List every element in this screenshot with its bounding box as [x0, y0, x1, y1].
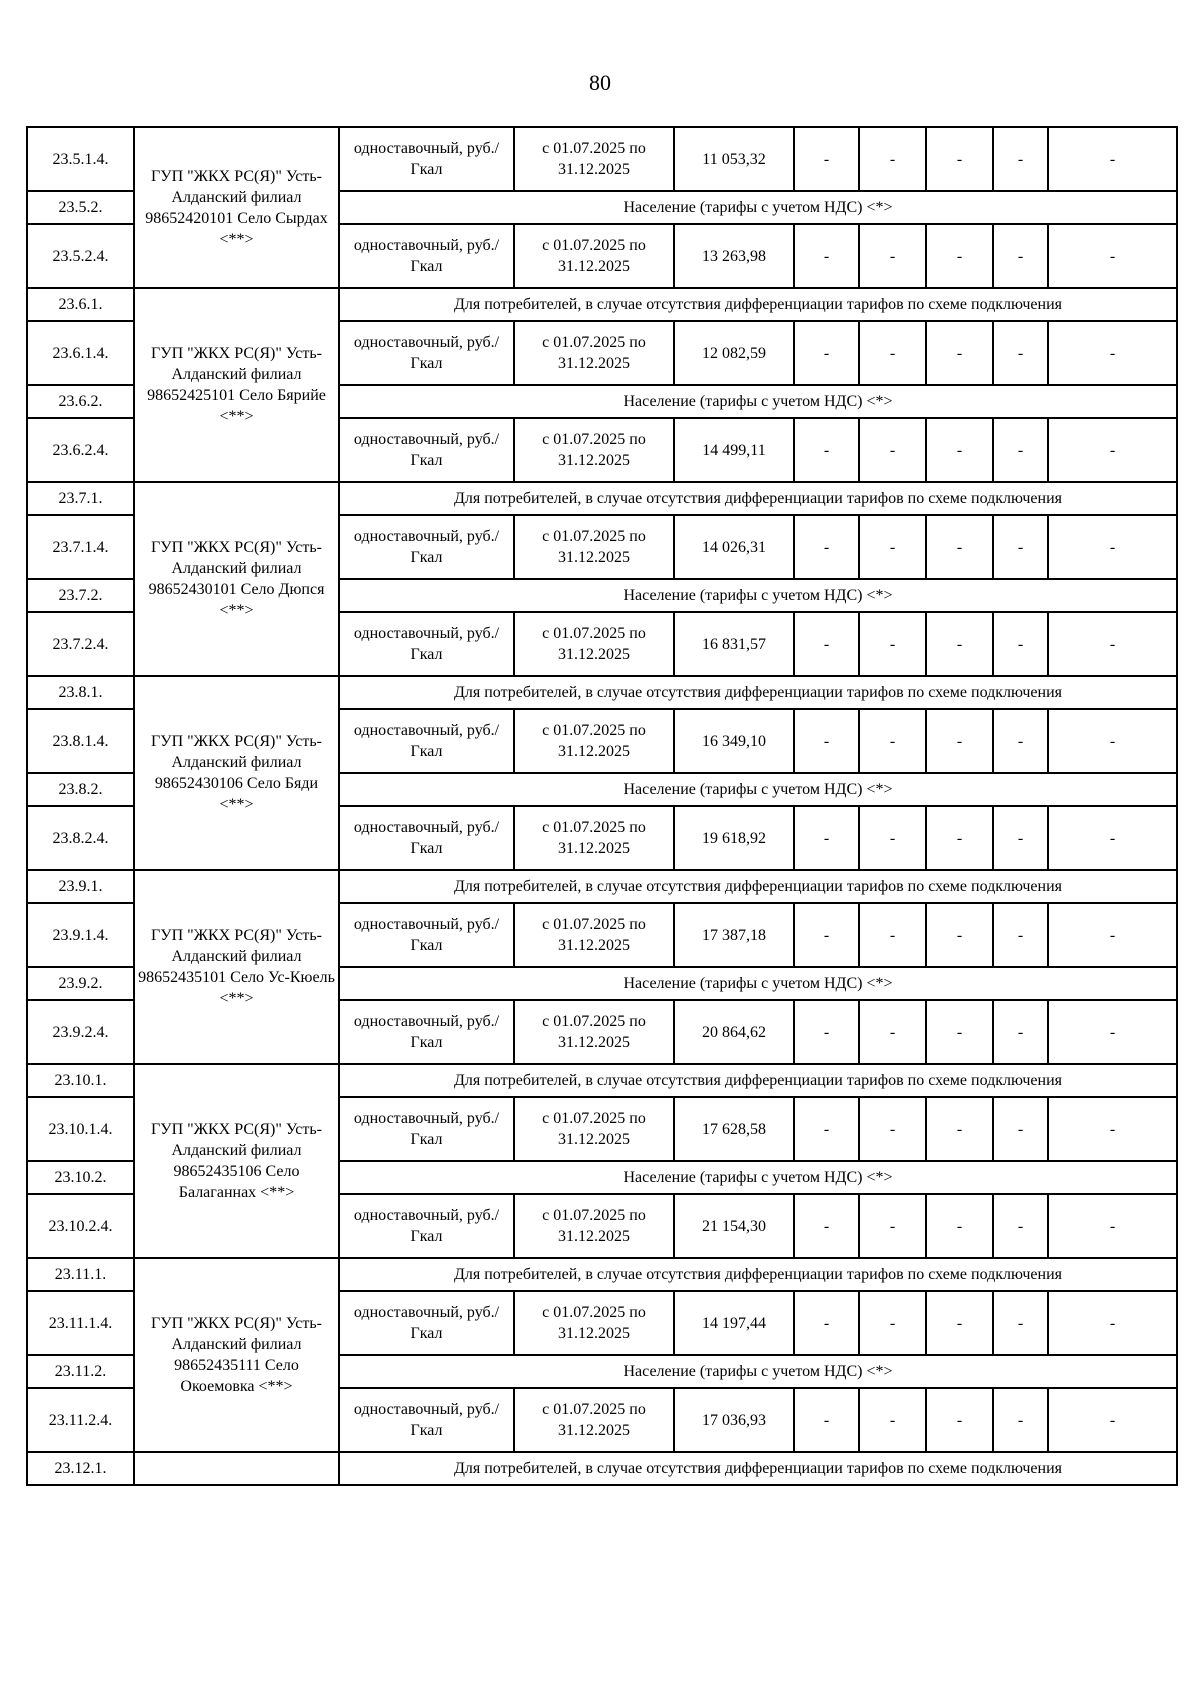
- row-code: 23.8.1.: [27, 676, 134, 709]
- tariff-period: с 01.07.2025 по 31.12.2025: [514, 806, 674, 870]
- tariff-type: одноставочный, руб./Гкал: [339, 903, 514, 967]
- section-population: Население (тарифы с учетом НДС) <*>: [339, 191, 1177, 224]
- empty-value-dash: -: [859, 806, 926, 870]
- empty-value-dash: -: [859, 321, 926, 385]
- tariff-value: 17 387,18: [674, 903, 794, 967]
- empty-value-dash: -: [926, 709, 993, 773]
- empty-value-dash: -: [794, 1291, 859, 1355]
- empty-value-dash: -: [794, 903, 859, 967]
- tariff-value: 14 499,11: [674, 418, 794, 482]
- tariff-period: с 01.07.2025 по 31.12.2025: [514, 1194, 674, 1258]
- empty-value-dash: -: [926, 903, 993, 967]
- empty-value-dash: -: [1048, 127, 1177, 191]
- empty-value-dash: -: [794, 418, 859, 482]
- tariff-value: 17 036,93: [674, 1388, 794, 1452]
- tariff-value: 20 864,62: [674, 1000, 794, 1064]
- empty-value-dash: -: [794, 224, 859, 288]
- empty-value-dash: -: [1048, 321, 1177, 385]
- row-code: 23.10.1.4.: [27, 1097, 134, 1161]
- empty-value-dash: -: [926, 1097, 993, 1161]
- empty-value-dash: -: [859, 709, 926, 773]
- empty-value-dash: -: [859, 1097, 926, 1161]
- tariff-value: 21 154,30: [674, 1194, 794, 1258]
- section-consumers: Для потребителей, в случае отсутствия дифференциации тарифов по схеме подключения: [339, 676, 1177, 709]
- row-code: 23.9.2.4.: [27, 1000, 134, 1064]
- tariff-period: с 01.07.2025 по 31.12.2025: [514, 903, 674, 967]
- row-code: 23.11.2.4.: [27, 1388, 134, 1452]
- row-code: 23.12.1.: [27, 1452, 134, 1485]
- tariff-period: с 01.07.2025 по 31.12.2025: [514, 127, 674, 191]
- table-row: [27, 288, 1177, 321]
- empty-value-dash: -: [794, 1000, 859, 1064]
- empty-value-dash: -: [926, 1194, 993, 1258]
- organization-cell: ГУП "ЖКХ РС(Я)" Усть-Алданский филиал 98652420101 Село Сырдах <**>: [134, 127, 339, 288]
- row-code: 23.11.1.: [27, 1258, 134, 1291]
- table-row: [27, 676, 1177, 709]
- empty-value-dash: -: [993, 1097, 1048, 1161]
- row-code: 23.7.1.4.: [27, 515, 134, 579]
- empty-value-dash: -: [1048, 1388, 1177, 1452]
- section-population: Население (тарифы с учетом НДС) <*>: [339, 1161, 1177, 1194]
- empty-value-dash: -: [1048, 1097, 1177, 1161]
- tariff-value: 14 026,31: [674, 515, 794, 579]
- empty-value-dash: -: [794, 515, 859, 579]
- row-code: 23.10.2.4.: [27, 1194, 134, 1258]
- organization-cell: ГУП "ЖКХ РС(Я)" Усть-Алданский филиал 98652435106 Село Балаганнах <**>: [134, 1064, 339, 1258]
- tariff-period: с 01.07.2025 по 31.12.2025: [514, 612, 674, 676]
- empty-value-dash: -: [993, 127, 1048, 191]
- empty-value-dash: -: [859, 1388, 926, 1452]
- empty-value-dash: -: [794, 1388, 859, 1452]
- empty-value-dash: -: [794, 612, 859, 676]
- tariff-value: 17 628,58: [674, 1097, 794, 1161]
- empty-value-dash: -: [993, 612, 1048, 676]
- section-consumers: Для потребителей, в случае отсутствия дифференциации тарифов по схеме подключения: [339, 482, 1177, 515]
- tariff-value: 12 082,59: [674, 321, 794, 385]
- row-code: 23.8.2.4.: [27, 806, 134, 870]
- tariff-value: 11 053,32: [674, 127, 794, 191]
- empty-value-dash: -: [859, 612, 926, 676]
- row-code: 23.11.1.4.: [27, 1291, 134, 1355]
- tariff-type: одноставочный, руб./Гкал: [339, 709, 514, 773]
- empty-value-dash: -: [1048, 709, 1177, 773]
- empty-value-dash: -: [859, 1000, 926, 1064]
- section-population: Население (тарифы с учетом НДС) <*>: [339, 385, 1177, 418]
- section-population: Население (тарифы с учетом НДС) <*>: [339, 773, 1177, 806]
- empty-value-dash: -: [993, 903, 1048, 967]
- row-code: 23.5.2.: [27, 191, 134, 224]
- organization-cell: ГУП "ЖКХ РС(Я)" Усть-Алданский филиал 98652430101 Село Дюпся <**>: [134, 482, 339, 676]
- empty-value-dash: -: [1048, 903, 1177, 967]
- table-row: [27, 1258, 1177, 1291]
- tariff-type: одноставочный, руб./Гкал: [339, 1194, 514, 1258]
- row-code: 23.6.1.4.: [27, 321, 134, 385]
- tariff-period: с 01.07.2025 по 31.12.2025: [514, 1000, 674, 1064]
- tariff-value: 16 831,57: [674, 612, 794, 676]
- empty-value-dash: -: [794, 321, 859, 385]
- empty-value-dash: -: [926, 418, 993, 482]
- organization-cell: ГУП "ЖКХ РС(Я)" Усть-Алданский филиал 98652435111 Село Окоемовка <**>: [134, 1258, 339, 1452]
- tariff-period: с 01.07.2025 по 31.12.2025: [514, 1097, 674, 1161]
- tariff-type: одноставочный, руб./Гкал: [339, 612, 514, 676]
- empty-value-dash: -: [993, 224, 1048, 288]
- empty-value-dash: -: [926, 224, 993, 288]
- tariff-period: с 01.07.2025 по 31.12.2025: [514, 321, 674, 385]
- section-population: Население (тарифы с учетом НДС) <*>: [339, 579, 1177, 612]
- organization-cell: ГУП "ЖКХ РС(Я)" Усть-Алданский филиал 98652435101 Село Ус-Кюель <**>: [134, 870, 339, 1064]
- empty-value-dash: -: [1048, 806, 1177, 870]
- tariff-type: одноставочный, руб./Гкал: [339, 515, 514, 579]
- table-row: [27, 1064, 1177, 1097]
- empty-value-dash: -: [859, 418, 926, 482]
- empty-value-dash: -: [794, 1097, 859, 1161]
- empty-value-dash: -: [926, 1291, 993, 1355]
- empty-value-dash: -: [993, 806, 1048, 870]
- row-code: 23.6.2.4.: [27, 418, 134, 482]
- row-code: 23.7.2.4.: [27, 612, 134, 676]
- empty-value-dash: -: [926, 612, 993, 676]
- empty-value-dash: -: [859, 515, 926, 579]
- section-consumers: Для потребителей, в случае отсутствия дифференциации тарифов по схеме подключения: [339, 288, 1177, 321]
- empty-value-dash: -: [859, 1291, 926, 1355]
- tariff-type: одноставочный, руб./Гкал: [339, 1097, 514, 1161]
- tariff-type: одноставочный, руб./Гкал: [339, 224, 514, 288]
- row-code: 23.8.2.: [27, 773, 134, 806]
- section-consumers: Для потребителей, в случае отсутствия дифференциации тарифов по схеме подключения: [339, 1258, 1177, 1291]
- row-code: 23.8.1.4.: [27, 709, 134, 773]
- tariff-type: одноставочный, руб./Гкал: [339, 127, 514, 191]
- empty-value-dash: -: [926, 321, 993, 385]
- row-code: 23.10.1.: [27, 1064, 134, 1097]
- row-code: 23.6.2.: [27, 385, 134, 418]
- tariff-period: с 01.07.2025 по 31.12.2025: [514, 1388, 674, 1452]
- empty-value-dash: -: [993, 1291, 1048, 1355]
- empty-value-dash: -: [859, 903, 926, 967]
- empty-value-dash: -: [993, 1000, 1048, 1064]
- section-consumers: Для потребителей, в случае отсутствия дифференциации тарифов по схеме подключения: [339, 1452, 1177, 1485]
- row-code: 23.9.2.: [27, 967, 134, 1000]
- section-population: Население (тарифы с учетом НДС) <*>: [339, 1355, 1177, 1388]
- section-consumers: Для потребителей, в случае отсутствия дифференциации тарифов по схеме подключения: [339, 1064, 1177, 1097]
- empty-value-dash: -: [993, 709, 1048, 773]
- tariff-value: 13 263,98: [674, 224, 794, 288]
- tariff-value: 19 618,92: [674, 806, 794, 870]
- section-population: Население (тарифы с учетом НДС) <*>: [339, 967, 1177, 1000]
- row-code: 23.9.1.4.: [27, 903, 134, 967]
- empty-value-dash: -: [1048, 224, 1177, 288]
- empty-value-dash: -: [794, 127, 859, 191]
- tariff-type: одноставочный, руб./Гкал: [339, 321, 514, 385]
- row-code: 23.11.2.: [27, 1355, 134, 1388]
- tariff-type: одноставочный, руб./Гкал: [339, 418, 514, 482]
- tariff-period: с 01.07.2025 по 31.12.2025: [514, 709, 674, 773]
- empty-value-dash: -: [794, 806, 859, 870]
- empty-value-dash: -: [1048, 1194, 1177, 1258]
- empty-value-dash: -: [794, 709, 859, 773]
- row-code: 23.9.1.: [27, 870, 134, 903]
- tariff-type: одноставочный, руб./Гкал: [339, 1388, 514, 1452]
- tariff-period: с 01.07.2025 по 31.12.2025: [514, 515, 674, 579]
- empty-value-dash: -: [859, 1194, 926, 1258]
- empty-value-dash: -: [926, 1388, 993, 1452]
- organization-cell: [134, 1452, 339, 1485]
- organization-cell: ГУП "ЖКХ РС(Я)" Усть-Алданский филиал 98652430106 Село Бяди <**>: [134, 676, 339, 870]
- row-code: 23.5.1.4.: [27, 127, 134, 191]
- organization-cell: ГУП "ЖКХ РС(Я)" Усть-Алданский филиал 98652425101 Село Бярийе <**>: [134, 288, 339, 482]
- empty-value-dash: -: [859, 127, 926, 191]
- tariff-period: с 01.07.2025 по 31.12.2025: [514, 1291, 674, 1355]
- tariff-type: одноставочный, руб./Гкал: [339, 806, 514, 870]
- table-row: [27, 482, 1177, 515]
- table-row: [27, 1452, 1177, 1485]
- empty-value-dash: -: [926, 1000, 993, 1064]
- empty-value-dash: -: [1048, 418, 1177, 482]
- empty-value-dash: -: [859, 224, 926, 288]
- tariff-period: с 01.07.2025 по 31.12.2025: [514, 418, 674, 482]
- empty-value-dash: -: [1048, 515, 1177, 579]
- empty-value-dash: -: [993, 1194, 1048, 1258]
- empty-value-dash: -: [993, 418, 1048, 482]
- tariff-period: с 01.07.2025 по 31.12.2025: [514, 224, 674, 288]
- section-consumers: Для потребителей, в случае отсутствия дифференциации тарифов по схеме подключения: [339, 870, 1177, 903]
- empty-value-dash: -: [926, 515, 993, 579]
- tariff-table-body: [27, 127, 1177, 1485]
- row-code: 23.5.2.4.: [27, 224, 134, 288]
- tariff-type: одноставочный, руб./Гкал: [339, 1000, 514, 1064]
- table-row: [27, 870, 1177, 903]
- empty-value-dash: -: [1048, 612, 1177, 676]
- row-code: 23.7.2.: [27, 579, 134, 612]
- row-code: 23.7.1.: [27, 482, 134, 515]
- row-code: 23.6.1.: [27, 288, 134, 321]
- tariff-value: 16 349,10: [674, 709, 794, 773]
- empty-value-dash: -: [926, 127, 993, 191]
- page-number: 80: [589, 70, 611, 95]
- row-code: 23.10.2.: [27, 1161, 134, 1194]
- empty-value-dash: -: [993, 1388, 1048, 1452]
- empty-value-dash: -: [993, 515, 1048, 579]
- tariff-type: одноставочный, руб./Гкал: [339, 1291, 514, 1355]
- table-row: [27, 127, 1177, 191]
- tariff-value: 14 197,44: [674, 1291, 794, 1355]
- empty-value-dash: -: [1048, 1291, 1177, 1355]
- empty-value-dash: -: [993, 321, 1048, 385]
- empty-value-dash: -: [926, 806, 993, 870]
- tariff-table: [26, 126, 1178, 1486]
- empty-value-dash: -: [794, 1194, 859, 1258]
- empty-value-dash: -: [1048, 1000, 1177, 1064]
